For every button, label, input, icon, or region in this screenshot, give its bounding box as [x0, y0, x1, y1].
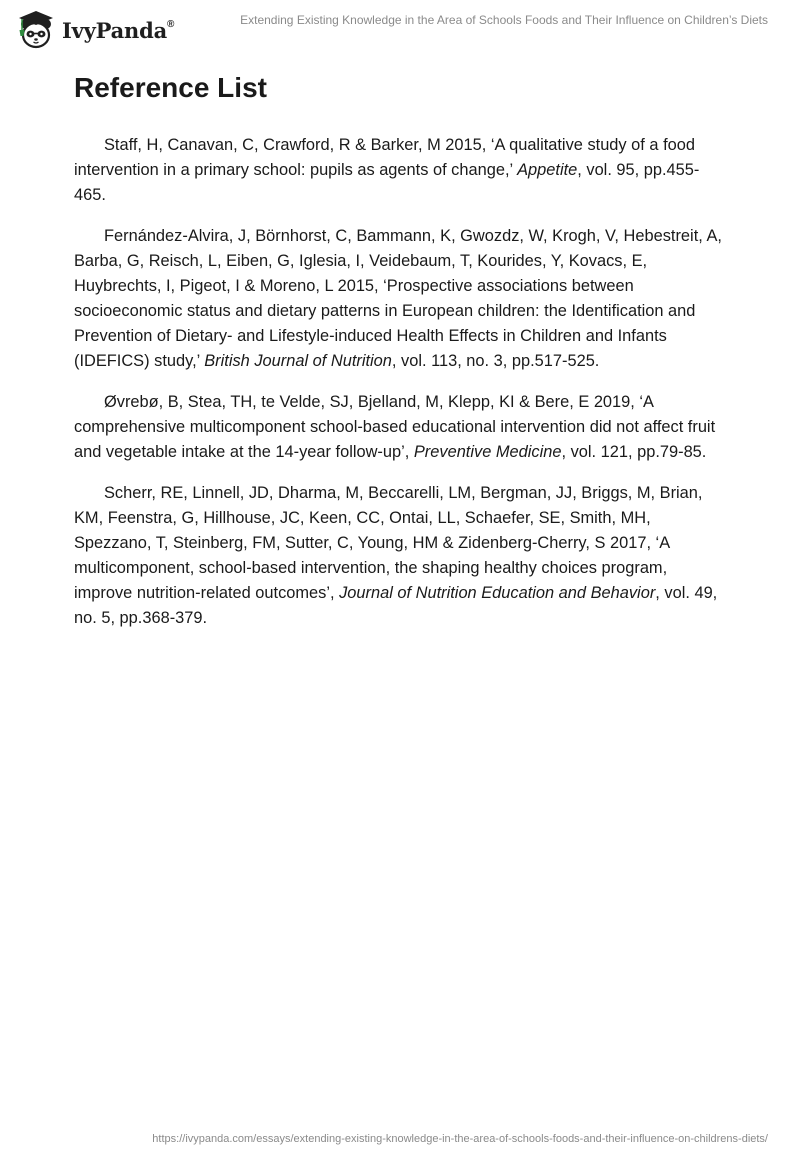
journal-title: British Journal of Nutrition [204, 352, 392, 370]
reference-text: Øvrebø, B, Stea, TH, te Velde, SJ, Bjelland, M, Klepp, KI & Bere, E 2019, ‘A comprehensive multicomponent school-based educational intervention did not affect fruit and vegetable intake at the 14-year follow-up’, [74, 393, 716, 461]
source-url[interactable]: https://ivypanda.com/essays/extending-existing-knowledge-in-the-area-of-schools-foods-and-their-influence-on-childrens-diets/ [152, 1133, 768, 1145]
reference-details: , vol. 49, no. 5, pp.368-379. [74, 584, 718, 627]
reference-list [74, 133, 728, 647]
reference-text: Fernández-Alvira, J, Börnhorst, C, Bammann, K, Gwozdz, W, Krogh, V, Hebestreit, A, Barba, G, Reisch, L, Eiben, G, Iglesia, I, Veidebaum, T, Kourides, Y, Kovacs, E, Huybrechts, I, Pigeot, I & Moreno, L 2015, ‘Prospective associations between socioeconomic status and dietary patterns in European children: the Identification and Prevention of Dietary- and Lifestyle-induced Health Effects in Children and Infants (IDEFICS) study,’ [74, 227, 722, 370]
reference-details: , vol. 121, pp.79-85. [561, 443, 707, 461]
journal-title: Appetite [517, 161, 578, 179]
reference-details: , vol. 95, pp.455-465. [74, 161, 700, 204]
reference-entry [74, 390, 728, 465]
journal-title: Journal of Nutrition Education and Behavior [339, 584, 656, 602]
reference-entry [74, 224, 728, 374]
registered-mark: ® [167, 18, 175, 30]
page-header [0, 0, 800, 56]
brand-name [62, 18, 174, 43]
reference-entry [74, 133, 728, 208]
reference-entry [74, 481, 728, 631]
reference-text: Staff, H, Canavan, C, Crawford, R & Barker, M 2015, ‘A qualitative study of a food intervention in a primary school: pupils as agents of change,’ [74, 136, 695, 179]
running-title: Extending Existing Knowledge in the Area of Schools Foods and Their Influence on Children’s Diets [240, 13, 768, 27]
panda-graduation-cap-icon [14, 8, 58, 52]
page-title: Reference List [74, 72, 267, 103]
reference-text: Scherr, RE, Linnell, JD, Dharma, M, Beccarelli, LM, Bergman, JJ, Briggs, M, Brian, KM, Feenstra, G, Hillhouse, JC, Keen, CC, Ontai, LL, Schaefer, SE, Smith, MH, Spezzano, T, Steinberg, FM, Sutter, C, Young, HM & Zidenberg-Cherry, S 2017, ‘A multicomponent, school-based intervention, the shaping healthy choices program, improve nutrition-related outcomes’, [74, 484, 703, 602]
journal-title: Preventive Medicine [413, 443, 562, 461]
ivypanda-logo[interactable] [14, 8, 174, 52]
brand-name-text: IvyPanda [62, 17, 168, 43]
reference-details: , vol. 113, no. 3, pp.517-525. [391, 352, 600, 370]
